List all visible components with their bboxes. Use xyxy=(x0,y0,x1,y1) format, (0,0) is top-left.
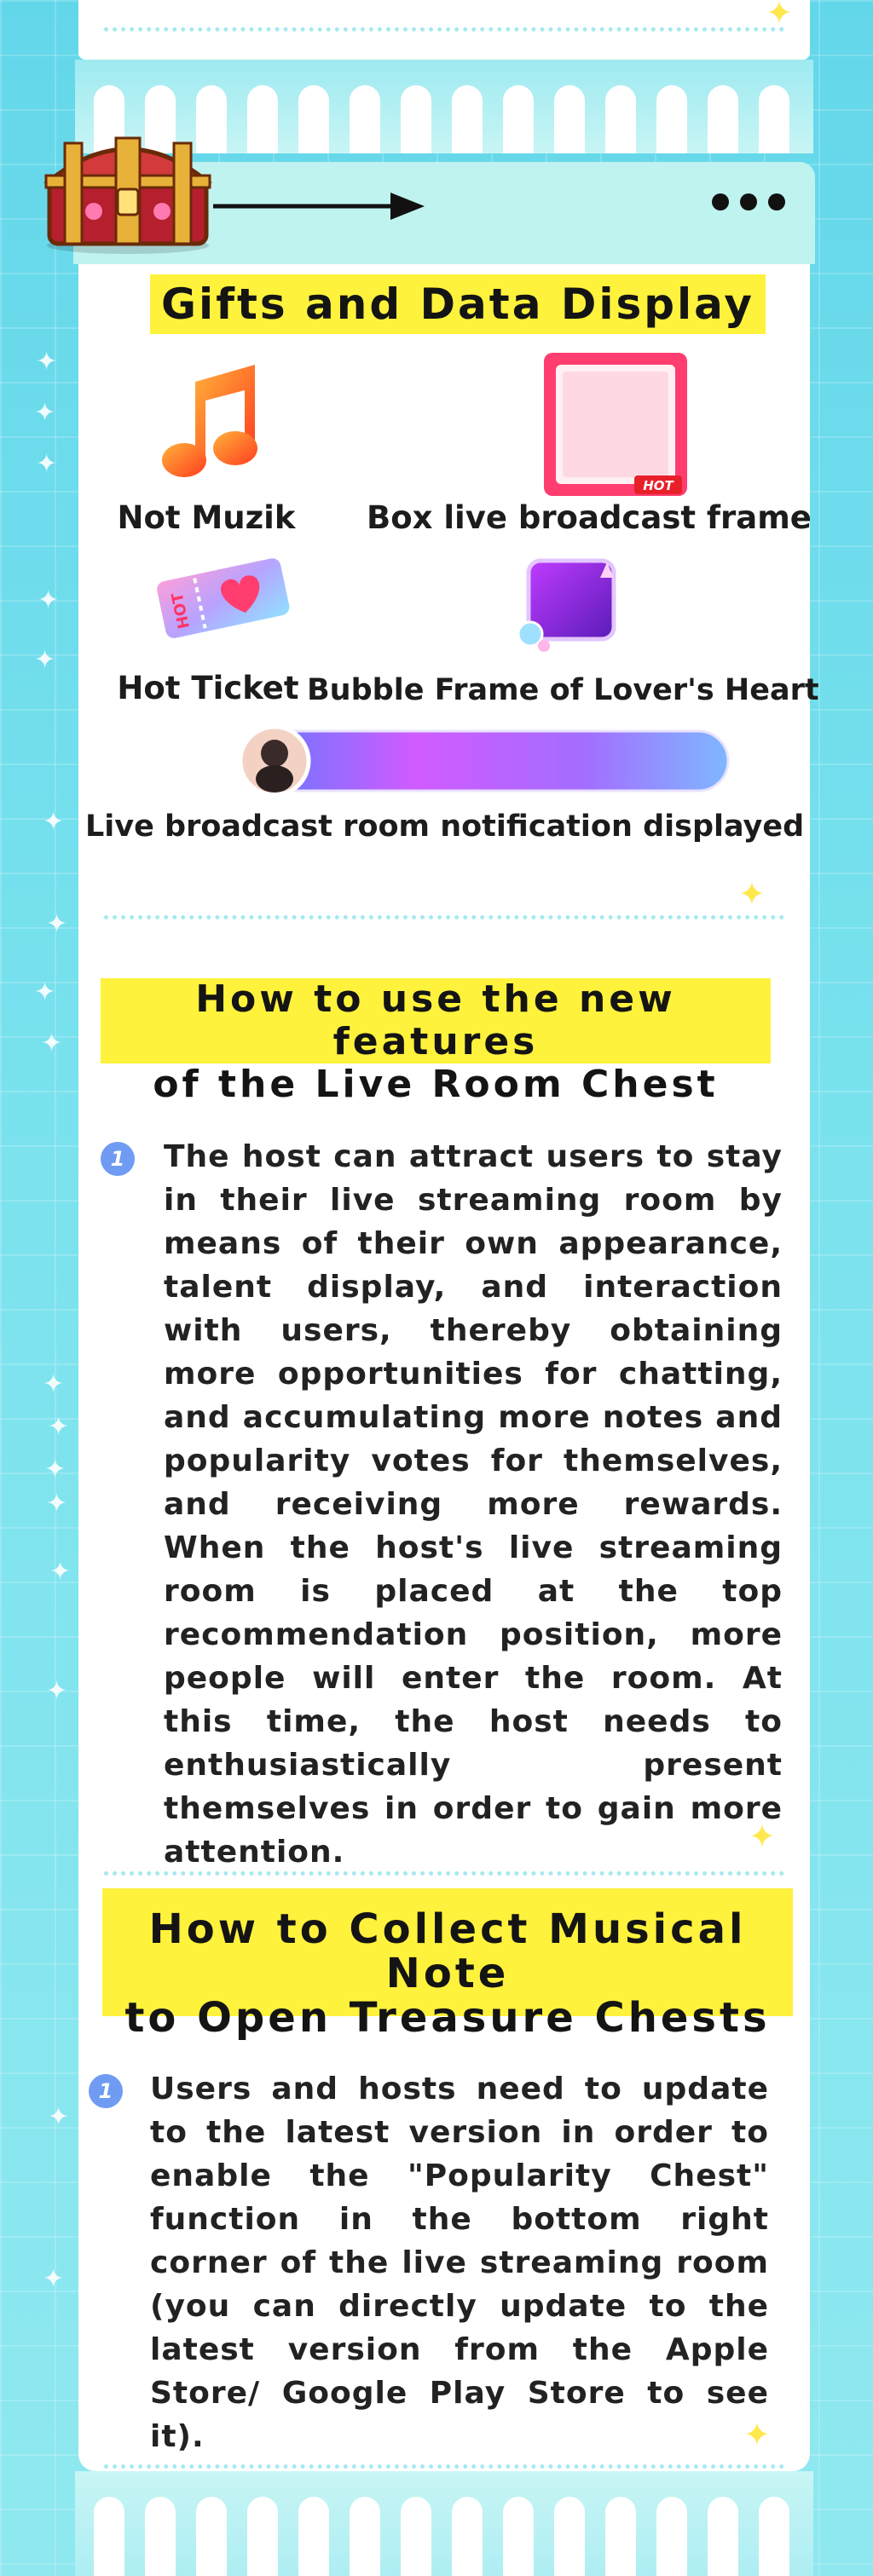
section-title-collect: How to Collect Musical Note to Open Treasure Chests xyxy=(102,1888,793,2016)
section-title-features: How to use the new features of the Live Room Chest xyxy=(101,978,771,1063)
svg-text:HOT: HOT xyxy=(643,478,674,493)
hot-frame-icon xyxy=(539,348,692,501)
treasure-chest-icon xyxy=(34,126,222,254)
ellipsis-icon[interactable] xyxy=(708,189,793,215)
scallop-tooth xyxy=(605,85,636,153)
collect-paragraph: Users and hosts need to update to the latest version in order to enable the "Popularity Chest" function in the bottom right corner of the live streaming room (you can directly update to the latest version from the Apple Store/ Google Play Store to see it). xyxy=(150,2072,769,2454)
scallop-tooth xyxy=(298,85,329,153)
sparkle-icon: ✦ xyxy=(766,0,793,32)
svg-text:HOT: HOT xyxy=(168,591,194,631)
scallop-tooth xyxy=(605,2497,636,2576)
scallop-tooth xyxy=(401,85,431,153)
scallop-tooth xyxy=(656,85,687,153)
gift-label-notification: Live broadcast room notification displayed xyxy=(85,810,805,844)
scallop-tooth xyxy=(708,2497,738,2576)
section-title-gifts: Gifts and Data Display xyxy=(150,274,766,334)
gift-label-box-frame: Box live broadcast frame xyxy=(367,499,812,536)
gift-label-bubble-frame: Bubble Frame of Lover's Heart xyxy=(307,673,819,707)
scallop-tooth xyxy=(247,85,278,153)
step-number-badge: 1 xyxy=(101,1142,135,1176)
notification-banner-icon xyxy=(232,723,733,799)
main-card xyxy=(78,264,819,2471)
scallop-tooth xyxy=(247,2497,278,2576)
scallop-tooth xyxy=(554,2497,585,2576)
scallop-tooth xyxy=(298,2497,329,2576)
scallop-tooth xyxy=(708,85,738,153)
scallop-tooth xyxy=(452,2497,483,2576)
scallop-tooth xyxy=(503,2497,534,2576)
left-rail-decoration: ✦ ✦ ✦ ✦ ✦ ✦ ✦ ✦ ✦ ✦ ✦ ✦ ✦ ✦ ✦ ✦ ✦ xyxy=(34,347,72,2294)
hot-ticket-icon xyxy=(147,552,300,646)
heart-bubble-icon xyxy=(515,552,626,659)
dotted-divider xyxy=(104,1871,784,1876)
dotted-divider xyxy=(104,27,784,32)
arrow-right-icon xyxy=(213,189,426,223)
sparkle-icon: ✦ xyxy=(749,1818,776,1855)
dotted-divider xyxy=(104,915,784,919)
sparkle-icon: ✦ xyxy=(743,2416,771,2453)
dotted-divider xyxy=(104,2464,784,2469)
scallop-tooth xyxy=(554,85,585,153)
scallop-tooth xyxy=(759,2497,789,2576)
gift-label-not-muzik: Not Muzik xyxy=(117,499,296,536)
scallop-edge-bottom xyxy=(75,2471,813,2576)
sparkle-icon: ✦ xyxy=(738,875,766,913)
top-card-fragment xyxy=(78,0,810,60)
scallop-tooth xyxy=(401,2497,431,2576)
scallop-tooth xyxy=(145,2497,176,2576)
gift-label-hot-ticket: Hot Ticket xyxy=(117,670,299,706)
scallop-tooth xyxy=(350,2497,380,2576)
scallop-tooth xyxy=(94,2497,124,2576)
scallop-tooth xyxy=(350,85,380,153)
scallop-tooth xyxy=(196,2497,227,2576)
music-note-icon xyxy=(157,356,268,484)
scallop-tooth xyxy=(656,2497,687,2576)
scallop-tooth xyxy=(503,85,534,153)
scallop-tooth xyxy=(759,85,789,153)
features-paragraph: The host can attract users to stay in their live streaming room by means of their own appearance, talent display, and interaction with users, thereby obtaining more opportunities for chatting, and accumulating more notes and popularity votes for themselves, and receiving more rewards. When the host's live streaming room is placed at the top recommendation position, more people will enter the room. At this time, the host needs to enthusiastically present themselves in order to gain more attention. xyxy=(164,1139,783,1870)
step-number-badge: 1 xyxy=(89,2074,123,2108)
scallop-tooth xyxy=(452,85,483,153)
